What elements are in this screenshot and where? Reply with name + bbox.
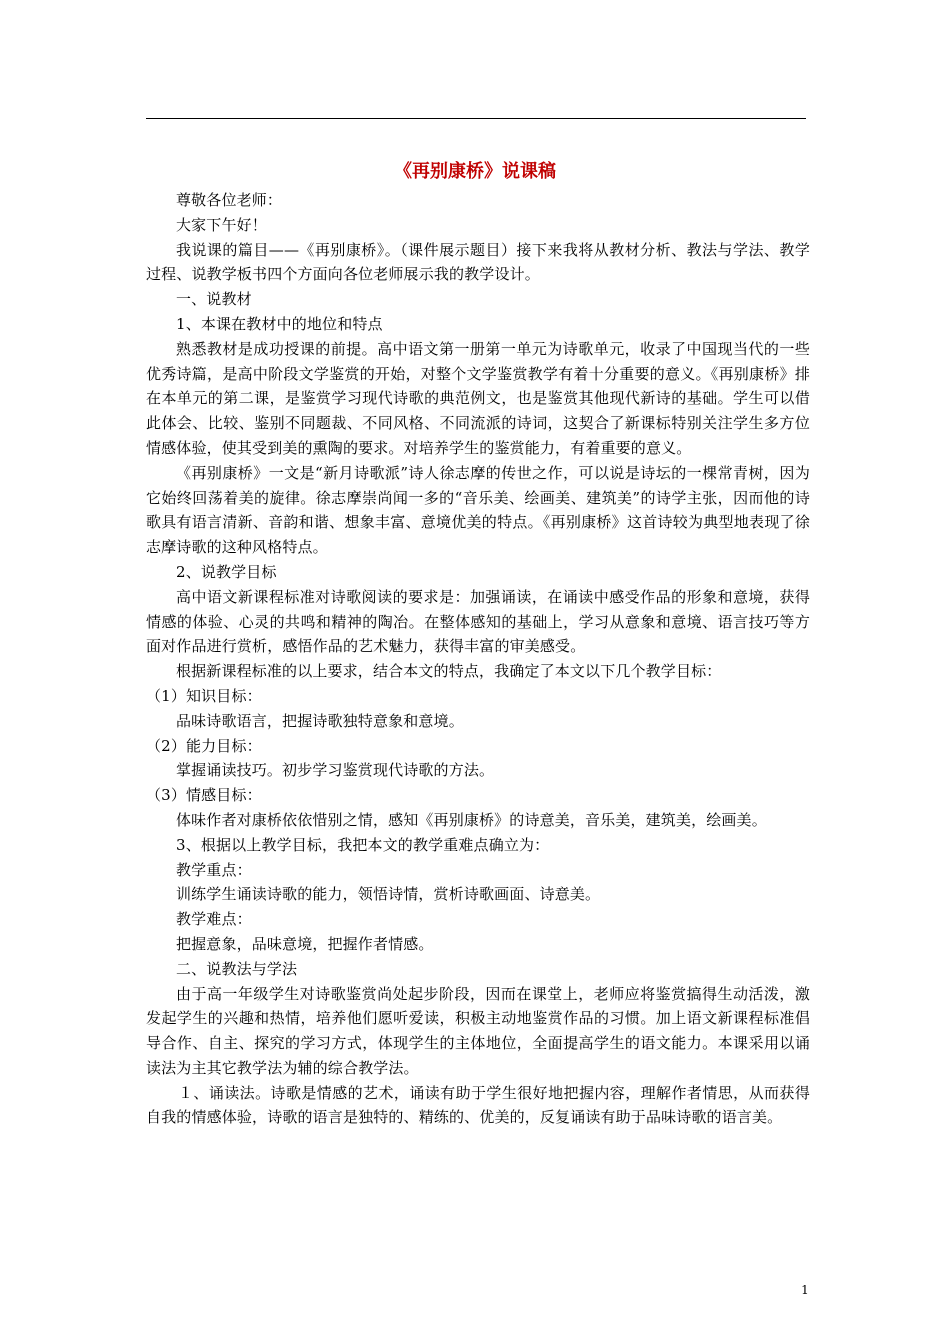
paragraph: 熟悉教材是成功授课的前提。高中语文第一册第一单元为诗歌单元，收录了中国现当代的一些优秀诗篇，是高中阶段文学鉴赏的开始，对整个文学鉴赏教学有着十分重要的意义。《再别康桥》排在本单元的第二课，是鉴赏学习现代诗歌的典范例文，也是鉴赏其他现代新诗的基础。学生可以借此体会、比较、鉴别不同题裁、不同风格、不同流派的诗词，这契合了新课标特别关注学生多方位情感体验，使其受到美的熏陶的要求。对培养学生的鉴赏能力，有着重要的意义。 <box>146 339 810 457</box>
subsection-heading: 1、本课在教材中的地位和特点 <box>176 314 383 333</box>
paragraph: 尊敬各位老师： <box>176 191 283 209</box>
paragraph: 掌握诵读技巧。初步学习鉴赏现代诗歌的方法。 <box>176 761 495 780</box>
goal-label: （2）能力目标： <box>146 736 262 755</box>
header-rule <box>146 118 806 119</box>
paragraph: 我说课的篇目——《再别康桥》。（课件展示题目）接下来我将从教材分析、教法与学法、教学过程、说教学板书四个方面向各位老师展示我的教学设计。 <box>146 240 810 284</box>
paragraph: 体味作者对康桥依依惜别之情，感知《再别康桥》的诗意美，音乐美，建筑美，绘画美。 <box>176 810 767 829</box>
paragraph: 教学难点： <box>176 910 252 929</box>
paragraph: 《再别康桥》一文是“新月诗歌派”诗人徐志摩的传世之作，可以说是诗坛的一棵常青树，因为它始终回荡着美的旋律。徐志摩崇尚闻一多的“音乐美、绘画美、建筑美”的诗学主张，因而他的诗歌具有语言清新、音韵和谐、想象丰富、意境优美的特点。《再别康桥》这首诗较为典型地表现了徐志摩诗歌的这种风格特点。 <box>146 463 810 557</box>
document-title: 《再别康桥》说课稿 <box>394 161 556 182</box>
paragraph: １、诵读法。诗歌是情感的艺术，诵读有助于学生很好地把握内容，理解作者情思，从而获得自我的情感体验，诗歌的语言是独特的、精练的、优美的，反复诵读有助于品味诗歌的语言美。 <box>146 1083 810 1127</box>
paragraph: 根据新课程标准的以上要求，结合本文的特点，我确定了本文以下几个教学目标： <box>176 662 722 681</box>
paragraph: 大家下午好！ <box>176 215 267 234</box>
goal-label: （3）情感目标： <box>146 786 262 805</box>
paragraph: 品味诗歌语言，把握诗歌独特意象和意境。 <box>176 711 464 730</box>
section-heading: 一、说教材 <box>176 290 252 309</box>
goal-label: （1）知识目标： <box>146 686 262 705</box>
paragraph: 由于高一年级学生对诗歌鉴赏尚处起步阶段，因而在课堂上，老师应将鉴赏搞得生动活泼，激发起学生的兴趣和热情，培养他们愿听爱读，积极主动地鉴赏作品的习惯。加上语文新课程标准倡导合作、自主、探究的学习方式，体现学生的主体地位，全面提高学生的语文能力。本课采用以诵读法为主其它教学法为辅的综合教学法。 <box>146 984 810 1077</box>
document-body <box>146 188 810 1130</box>
paragraph: 高中语文新课程标准对诗歌阅读的要求是：加强诵读，在诵读中感受作品的形象和意境，获得情感的体验、心灵的共鸣和精神的陶冶。在整体感知的基础上，学习从意象和意境、语言技巧等方面对作品进行赏析，感悟作品的艺术魅力，获得丰富的审美感受。 <box>146 587 810 656</box>
subsection-heading: 2、说教学目标 <box>176 562 277 581</box>
page-number: 1 <box>801 1283 809 1297</box>
subsection-heading: 3、根据以上教学目标，我把本文的教学重难点确立为： <box>176 835 550 854</box>
paragraph: 把握意象，品味意境，把握作者情感。 <box>176 934 434 953</box>
paragraph: 训练学生诵读诗歌的能力，领悟诗情，赏析诗歌画面、诗意美。 <box>176 885 601 904</box>
paragraph: 教学重点： <box>176 860 252 879</box>
section-heading: 二、说教法与学法 <box>176 959 298 978</box>
